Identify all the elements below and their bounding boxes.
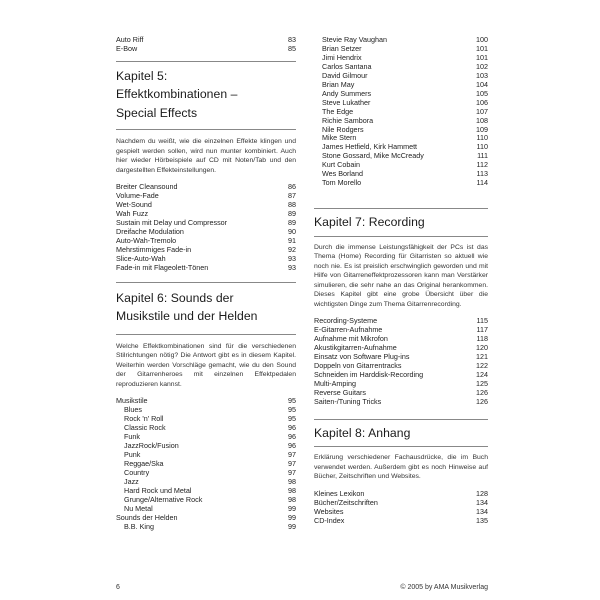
toc-entry: Fade-in mit Flageolett-Tönen 93 <box>116 262 296 272</box>
toc-entry: Mehrstimmiges Fade-in 92 <box>116 245 296 255</box>
toc-entry: B.B. King 99 <box>124 521 296 531</box>
toc-entry: Dreifache Modulation 90 <box>116 227 296 237</box>
copyright-notice: © 2005 by AMA Musikverlag <box>400 584 488 591</box>
toc-entry: Wah Fuzz 89 <box>116 209 296 219</box>
toc-entry: Richie Sambora 108 <box>322 115 488 125</box>
chapter-8-heading: Kapitel 8: Anhang <box>314 425 411 440</box>
toc-entry: Reggae/Ska 97 <box>124 459 296 469</box>
toc-entry: Nu Metal 99 <box>124 503 296 513</box>
toc-entry: JazzRock/Fusion 96 <box>124 441 296 451</box>
right-column <box>314 36 488 526</box>
toc-entry: Kleines Lexikon 128 <box>314 488 488 498</box>
toc-entry: The Edge 107 <box>322 106 488 116</box>
chapter-5-heading: Kapitel 5: Effektkombinationen – Special Effects <box>116 68 238 120</box>
section-divider <box>116 129 296 130</box>
top-toc-list <box>116 36 296 54</box>
section-divider <box>116 334 296 335</box>
toc-entry: CD-Index 135 <box>314 515 488 525</box>
left-column <box>116 36 296 532</box>
chapter-7-intro: Durch die immense Leistungsfähigkeit der PCs ist das Thema (Home) Recording für Gitarristen so aktuell wie noch nie. Es ist preislich erschwinglich geworden und mit Hilfe von Gitarreneffektprozessoren kann man Verstärker simulieren, die sehr nahe an das Original herankommen. Dieses Kapitel gibt eine grobe Übersicht über die wichtigsten Dinge zum Thema Gitarrenrecording. <box>314 243 488 308</box>
toc-entry: Akustikgitarren-Aufnahme 120 <box>314 343 488 353</box>
toc-entry: Stevie Ray Vaughan 100 <box>322 35 488 44</box>
toc-entry: Jimi Hendrix 101 <box>322 52 488 62</box>
toc-entry: Nile Rodgers 109 <box>322 124 488 134</box>
toc-entry: Mike Stern 110 <box>322 133 488 143</box>
toc-entry: Jazz 98 <box>124 477 296 487</box>
chapter-7-heading: Kapitel 7: Recording <box>314 215 425 230</box>
toc-entry: Wet-Sound 88 <box>116 200 296 210</box>
toc-entry: Funk 96 <box>124 432 296 442</box>
toc-entry: David Gilmour 103 <box>322 70 488 80</box>
toc-entry: Classic Rock 96 <box>124 423 296 433</box>
section-divider <box>314 446 488 447</box>
toc-entry: Aufnahme mit Mikrofon 118 <box>314 334 488 344</box>
toc-entry: Reverse Guitars 126 <box>314 387 488 397</box>
toc-entry: Einsatz von Software Plug-ins 121 <box>314 352 488 362</box>
toc-entry: Doppeln von Gitarrentracks 122 <box>314 360 488 370</box>
section-divider <box>116 282 296 283</box>
toc-entry: Auto Riff 83 <box>116 35 296 44</box>
chapter-7-toc <box>314 317 488 407</box>
toc-entry: Saiten-/Tuning Tricks 126 <box>314 396 488 406</box>
toc-entry: Multi-Amping 125 <box>314 378 488 388</box>
toc-entry: Brian Setzer 101 <box>322 43 488 53</box>
section-divider <box>116 61 296 62</box>
toc-entry: James Hetfield, Kirk Hammett 110 <box>322 142 488 152</box>
chapter-6-toc <box>116 397 296 531</box>
page-number: 6 <box>116 584 120 591</box>
chapter-6-heading: Kapitel 6: Sounds der Musikstile und der Helden <box>116 290 258 324</box>
toc-entry: Kurt Cobain 112 <box>322 160 488 170</box>
chapter-5-intro: Nachdem du weißt, wie die einzelnen Effekte klingen und gespielt werden sollen, wird nun munter kombiniert. Auch hier wieder Hörbeispiele auf CD mit Noten/Tab und den dargestellten Effekteinstellungen. <box>116 138 296 174</box>
chapter-8-intro: Erklärung verschiedener Fachausdrücke, die im Buch verwendet werden. Außerdem gibt es noch Hinweise auf Bücher, Zeitschriften und Websites. <box>314 454 488 481</box>
section-divider <box>314 208 488 209</box>
chapter-5-toc <box>116 183 296 273</box>
toc-entry: Country 97 <box>124 468 296 478</box>
toc-entry: Auto-Wah-Tremolo 91 <box>116 236 296 246</box>
section-divider <box>314 236 488 237</box>
toc-entry: Sounds der Helden 99 <box>116 512 296 522</box>
toc-entry: Schneiden im Harddisk-Recording 124 <box>314 369 488 379</box>
toc-entry: Volume-Fade 87 <box>116 191 296 201</box>
toc-entry: Tom Morello 114 <box>322 178 488 188</box>
toc-entry: Rock 'n' Roll 95 <box>124 414 296 424</box>
chapter-8-toc <box>314 490 488 526</box>
toc-entry: Breiter Cleansound 86 <box>116 182 296 192</box>
chapter-6-intro: Welche Effektkombinationen sind für die verschiedenen Stilrichtungen nötig? Die Antwort gibt es in diesem Kapitel. Weiterhin werden Vorschläge gemacht, wie du den Sound der Gitarrenheroes mit einzelnen Effektpedalen reproduzieren kannst. <box>116 342 296 388</box>
toc-entry: Musikstile 95 <box>116 396 296 406</box>
toc-entry: Stone Gossard, Mike McCready 111 <box>322 151 488 161</box>
toc-entry: E-Gitarren-Aufnahme 117 <box>314 325 488 335</box>
toc-entry: Websites 134 <box>314 506 488 516</box>
toc-entry: E-Bow 85 <box>116 43 296 53</box>
toc-entry: Slice-Auto-Wah 93 <box>116 254 296 264</box>
toc-entry: Andy Summers 105 <box>322 88 488 98</box>
heroes-toc <box>314 36 488 188</box>
toc-entry: Carlos Santana 102 <box>322 61 488 71</box>
toc-entry: Recording-Systeme 115 <box>314 316 488 326</box>
toc-entry: Punk 97 <box>124 450 296 460</box>
toc-entry: Blues 95 <box>124 405 296 415</box>
toc-entry: Hard Rock und Metal 98 <box>124 485 296 495</box>
toc-entry: Sustain mit Delay und Compressor 89 <box>116 218 296 228</box>
toc-entry: Bücher/Zeitschriften 134 <box>314 497 488 507</box>
section-divider <box>314 419 488 420</box>
toc-entry: Brian May 104 <box>322 79 488 89</box>
toc-entry: Grunge/Alternative Rock 98 <box>124 494 296 504</box>
toc-entry: Steve Lukather 106 <box>322 97 488 107</box>
toc-entry: Wes Borland 113 <box>322 169 488 179</box>
